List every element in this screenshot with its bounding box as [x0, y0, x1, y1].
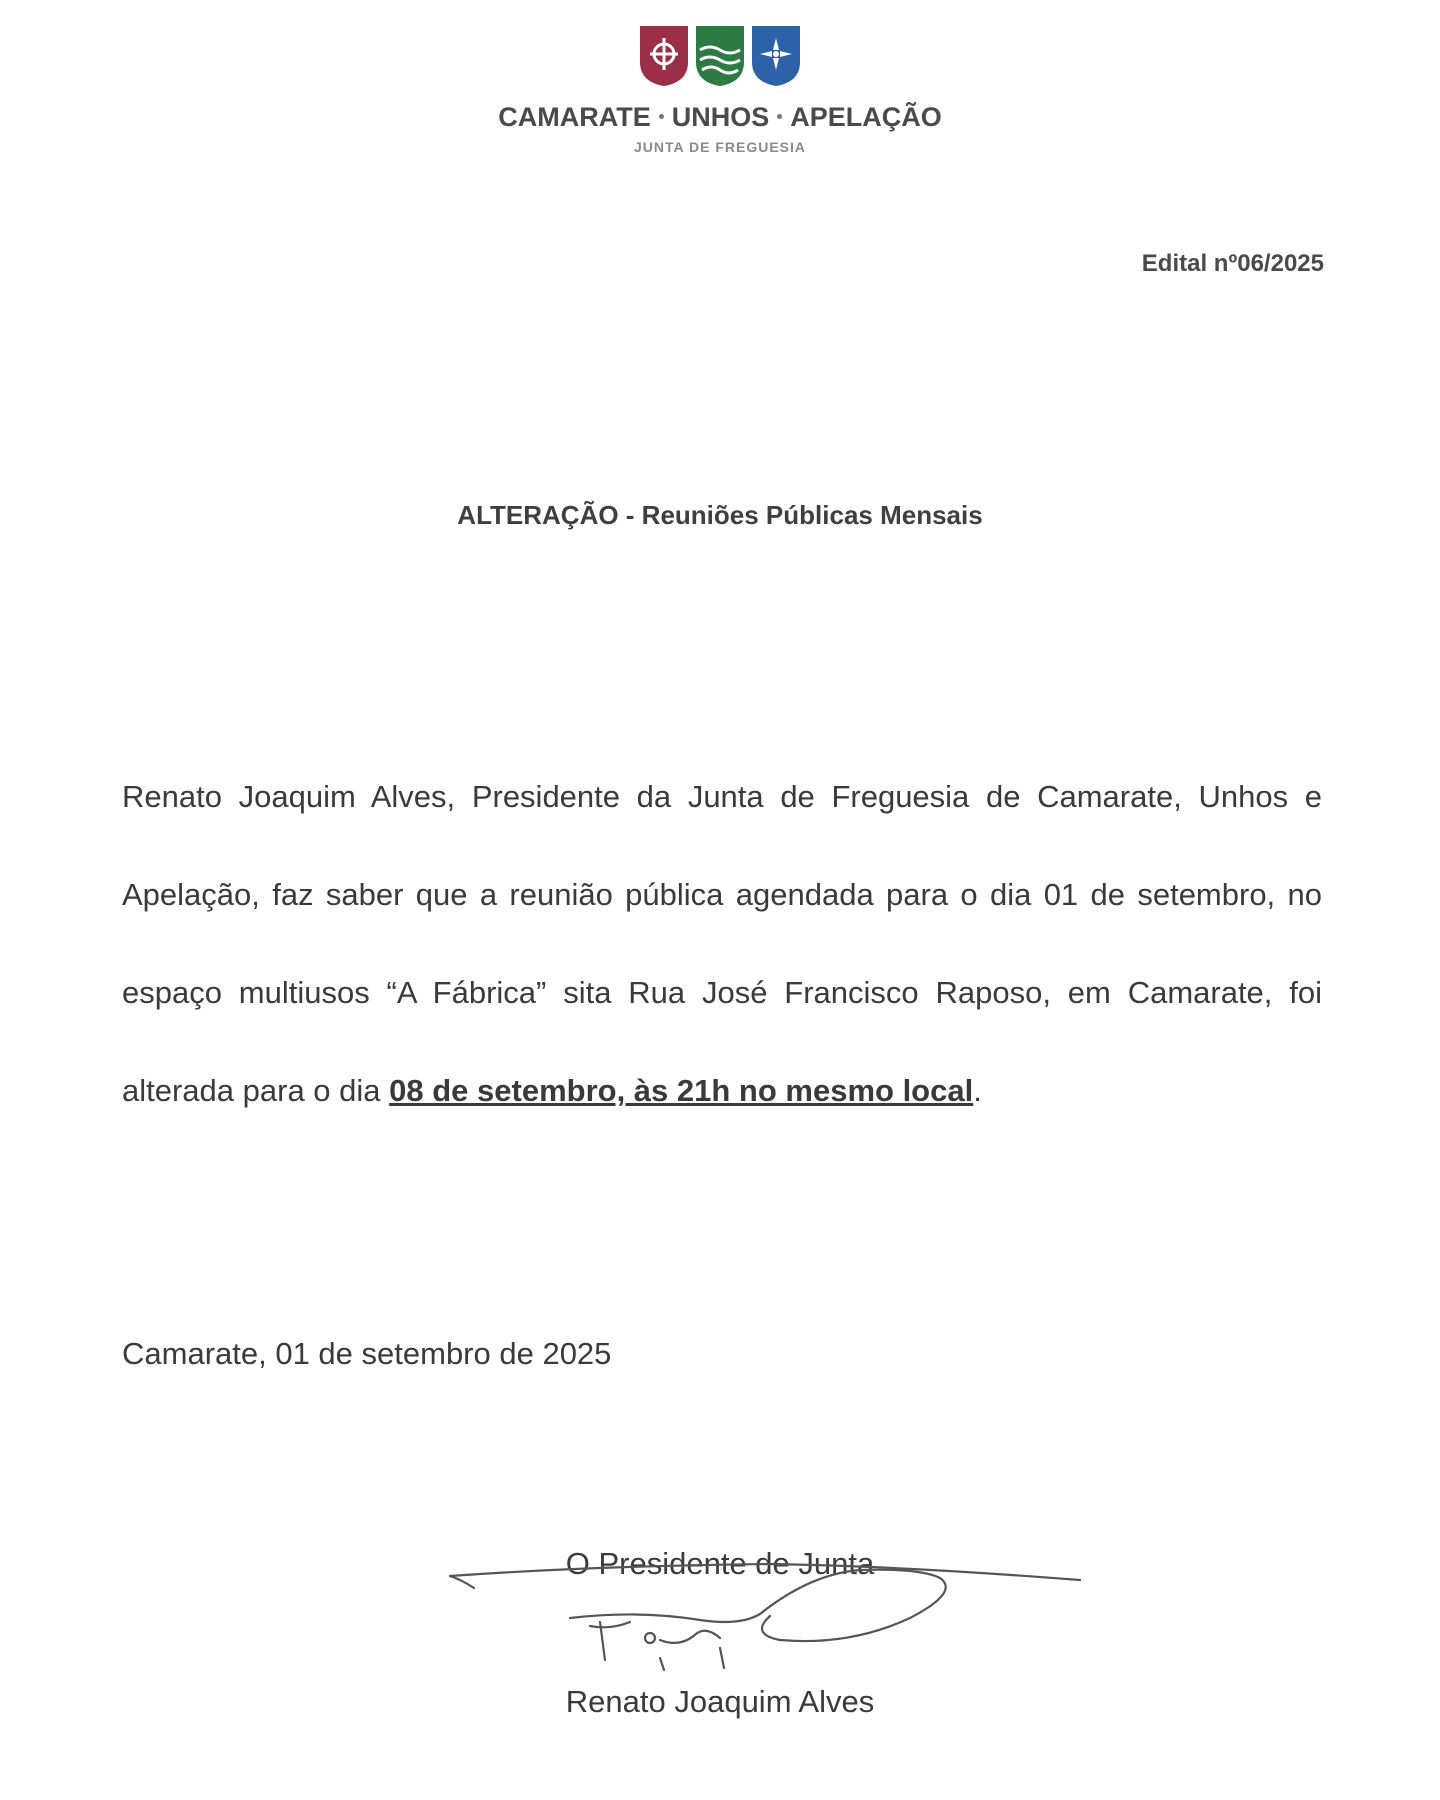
- handwritten-signature: [440, 1530, 1100, 1680]
- logo: [0, 24, 1440, 155]
- logo-dot: [777, 114, 782, 119]
- signature-name: Renato Joaquim Alves: [565, 1684, 875, 1719]
- notice-body-text: Renato Joaquim Alves, Presidente da Junta de Freguesia de Camarate, Unhos e Apelação, faz saber que a reunião pública agendada para o dia 01 de setembro, no espaço multiusos “A Fábrica” sita Rua José Francisco Raposo, em Camarate, foi alterada para o dia: [122, 779, 1322, 1108]
- date-line: Camarate, 01 de setembro de 2025: [122, 1336, 612, 1371]
- unhos-shield-icon: [694, 24, 746, 88]
- logo-title: [0, 102, 1440, 133]
- logo-title-unhos: UNHOS: [671, 102, 770, 132]
- camarate-shield-icon: [638, 24, 690, 88]
- apelacao-shield-icon: [750, 24, 802, 88]
- signature-role: O Presidente de Junta: [565, 1546, 875, 1581]
- logo-dot: [659, 114, 664, 119]
- logo-title-camarate: CAMARATE: [498, 102, 651, 132]
- logo-shields: [0, 24, 1440, 88]
- notice-body-end: .: [973, 1073, 982, 1108]
- edital-number: Edital nº06/2025: [1141, 250, 1324, 277]
- notice-body: [122, 748, 1322, 1140]
- logo-title-apelacao: APELAÇÃO: [790, 102, 942, 132]
- notice-highlight: 08 de setembro, às 21h no mesmo local: [389, 1073, 974, 1108]
- logo-subtitle: JUNTA DE FREGUESIA: [633, 139, 806, 155]
- document-title: ALTERAÇÃO - Reuniões Públicas Mensais: [457, 500, 983, 530]
